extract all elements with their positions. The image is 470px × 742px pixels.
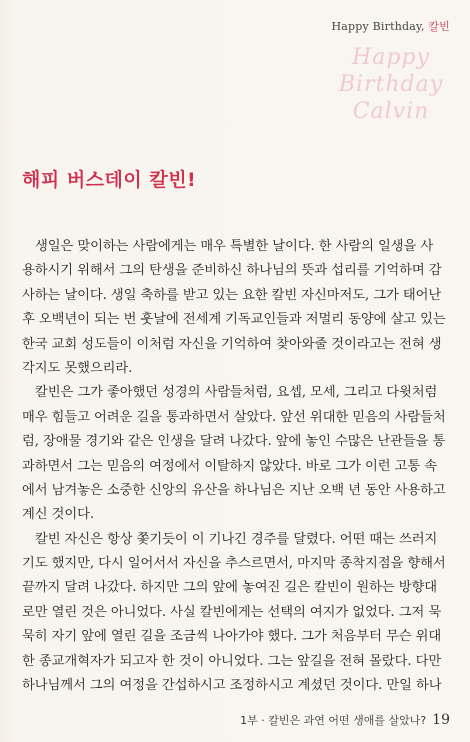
body-line: 묵히 자기 앞에 열린 길을 조금씩 나아가야 했다. 그가 처음부터 무슨 위대 <box>22 629 442 645</box>
body-line: 후 오백년이 되는 번 훗날에 전세계 기독교인들과 저멀리 동양에 살고 있는 <box>22 312 446 328</box>
body-text <box>22 235 450 698</box>
body-line: 끝까지 달려 나갔다. 하지만 그의 앞에 놓여진 길은 칼빈이 원하는 방향대 <box>22 580 437 596</box>
body-line: 칼빈은 그가 좋아했던 성경의 사람들처럼, 요셉, 모세, 그리고 다윗처럼 <box>35 385 438 401</box>
decorative-script-line: Birthday <box>338 72 444 97</box>
chapter-title: 해피 버스데이 칼빈! <box>22 169 197 191</box>
running-header <box>331 18 450 34</box>
body-line: 에서 남겨놓은 소중한 신앙의 유산을 하나님은 지난 오백 년 동안 사용하고 <box>22 482 446 498</box>
decorative-script-line: Calvin <box>352 99 430 124</box>
body-line: 각지도 못했으리라. <box>22 360 133 376</box>
running-header-title: Happy Birthday, <box>331 20 429 33</box>
body-line: 럼, 장애물 경기와 같은 인생을 달려 나갔다. 앞에 놓인 수많은 난관들을 통 <box>22 434 446 450</box>
body-line: 용하시기 위해서 그의 탄생을 준비하신 하나님의 뜻과 섭리를 기억하며 감 <box>22 263 442 279</box>
page-footer <box>240 712 450 728</box>
footer-chapter-label: 1부 · 칼빈은 과연 어떤 생애를 살았나? <box>240 714 427 727</box>
body-line: 기도 했지만, 다시 일어서서 자신을 추스르면서, 마지막 종착지점을 향해서 <box>22 556 446 572</box>
body-line: 칼빈 자신은 항상 쫓기듯이 이 기나긴 경주를 달렸다. 어떤 때는 쓰러지 <box>35 531 438 547</box>
body-line: 매우 힘들고 어려운 길을 통과하면서 살았다. 앞선 위대한 믿음의 사람들처 <box>22 409 446 425</box>
page-number: 19 <box>432 712 450 728</box>
body-line: 하나님께서 그의 여정을 간섭하시고 조정하시고 계셨던 것이다. 만일 하나 <box>22 678 442 694</box>
body-line: 한 종교개혁자가 되고자 한 것이 아니었다. 그는 앞길을 전혀 몰랐다. 다만 <box>22 653 442 669</box>
body-line: 생일은 맞이하는 사람에게는 매우 특별한 날이다. 한 사람의 일생을 사 <box>35 239 434 254</box>
body-line: 계신 것이다. <box>22 507 94 523</box>
decorative-script-line: Happy <box>352 45 430 70</box>
body-line: 과하면서 그는 믿음의 여정에서 이탈하지 않았다. 바로 그가 이런 고통 속 <box>22 458 437 474</box>
body-line: 사하는 날이다. 생일 축하를 받고 있는 요한 칼빈 자신마저도, 그가 태어난 <box>22 287 442 303</box>
body-line: 한국 교회 성도들이 이처럼 자신을 기억하여 찾아와줄 것이라고는 전혀 생 <box>22 336 442 352</box>
body-line: 로만 열린 것은 아니었다. 사실 칼빈에게는 선택의 여지가 없었다. 그저 묵 <box>22 604 442 620</box>
running-header-accent: 칼빈 <box>428 20 450 33</box>
decorative-script-title <box>336 44 446 125</box>
